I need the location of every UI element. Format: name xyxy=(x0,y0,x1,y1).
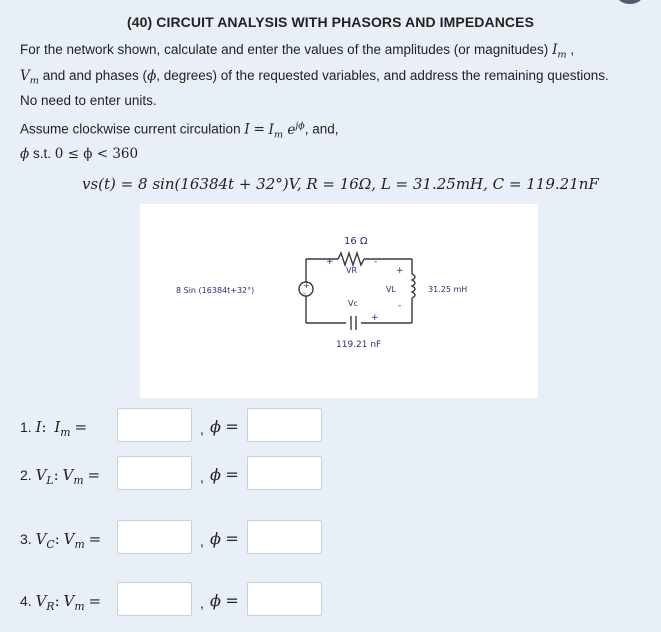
phase-input[interactable] xyxy=(247,582,322,616)
assumption-text: Assume clockwise current circulation xyxy=(20,121,241,137)
instructions-line-1: For the network shown, calculate and enter the values of the amplitudes (or magnitudes) xyxy=(20,42,549,57)
source-equation: vs(t) = 8 sin(16384t + 32°)V, R = 16Ω, L = 31.25mH, C = 119.21nF xyxy=(82,175,599,193)
user-avatar[interactable] xyxy=(617,0,643,4)
instructions-line-2b: , degrees) of the requested variables, and address the remaining questions. xyxy=(156,67,609,83)
svg-text:-: - xyxy=(398,301,402,311)
question-label-1: 1. I: $I_m$ = xyxy=(20,418,88,439)
magnitude-symbol: $V_m$ xyxy=(63,530,85,551)
svg-text:+: + xyxy=(326,257,334,267)
phase-input[interactable] xyxy=(247,408,322,442)
current-phasor: $I_m$ $e^{j\phi}$ xyxy=(268,120,305,141)
page-title: (40) CIRCUIT ANALYSIS WITH PHASORS AND IMPEDANCES xyxy=(126,14,535,30)
resistor-label: 16 Ω xyxy=(344,236,368,247)
circuit-diagram xyxy=(140,204,538,398)
phase-label: ϕ = xyxy=(210,417,239,436)
phase-input[interactable] xyxy=(247,520,322,554)
phi-symbol: ϕ xyxy=(147,67,157,84)
svg-text:-: - xyxy=(303,289,306,298)
source-label: 8 Sin (16384t+32°) xyxy=(176,286,255,295)
capacitor-label: 119.21 nF xyxy=(336,340,382,350)
im-symbol: $I_m$ xyxy=(552,42,567,61)
assumption-suffix: , and, xyxy=(304,121,339,137)
question-label-2: 2. $V_L$: $V_m$ = xyxy=(20,466,101,487)
question-number: 1. xyxy=(20,419,32,435)
instructions-line-3: No need to enter units. xyxy=(20,93,157,109)
phase-input[interactable] xyxy=(247,456,322,490)
question-number: 4. xyxy=(20,593,32,609)
phase-label: ϕ = xyxy=(210,529,239,548)
svg-text:+: + xyxy=(371,313,379,323)
inductor-label: 31.25 mH xyxy=(428,285,468,294)
question-variable: I xyxy=(35,418,42,436)
current-expression: I xyxy=(244,121,250,138)
magnitude-symbol: $V_m$ xyxy=(63,592,85,613)
question-label-3: 3. $V_C$: $V_m$ = xyxy=(20,530,102,551)
assumption-line: Assume clockwise current circulation $I = I_m$ $e^{j\phi}$, and, xyxy=(20,120,339,141)
magnitude-symbol: $V_m$ xyxy=(62,466,84,487)
vl-label: VL xyxy=(386,285,396,294)
phase-label: ϕ = xyxy=(210,465,239,484)
instructions-line-2a: and phases ( xyxy=(69,67,148,83)
question-variable: $V_C$ xyxy=(35,530,55,551)
vm-symbol: $V_m$ xyxy=(20,67,39,87)
circuit-figure xyxy=(140,204,538,398)
phase-range-prefix: s.t. xyxy=(32,146,51,161)
question-number: 2. xyxy=(20,467,32,483)
phase-label: ϕ = xyxy=(210,591,239,610)
phi-symbol-2: ϕ xyxy=(20,146,30,162)
magnitude-input[interactable] xyxy=(117,408,192,442)
question-variable: $V_L$ xyxy=(35,466,54,487)
svg-text:-: - xyxy=(374,257,378,267)
magnitude-input[interactable] xyxy=(117,456,192,490)
phase-range-expression: 0 ≤ ϕ < 360 xyxy=(54,146,139,162)
question-number: 3. xyxy=(20,531,32,547)
magnitude-input[interactable] xyxy=(117,520,192,554)
question-label-4: 4. $V_R$: $V_m$ = xyxy=(20,592,102,613)
vc-label: Vc xyxy=(348,299,358,308)
vr-label: VR xyxy=(346,266,358,275)
question-variable: $V_R$ xyxy=(35,592,55,613)
magnitude-input[interactable] xyxy=(117,582,192,616)
svg-text:+: + xyxy=(396,266,404,276)
svg-text:+: + xyxy=(303,281,310,290)
svg-text:-: - xyxy=(334,318,338,328)
phase-range-line xyxy=(20,144,138,164)
instructions-paragraph: For the network shown, calculate and enter the values of the amplitudes (or magnitudes) $I_m$ , $V_m$ and and phases (ϕ, degrees) of the requested variables, and address the remaining questions. No need to enter units. xyxy=(20,42,609,109)
magnitude-symbol: $I_m$ xyxy=(54,418,71,439)
